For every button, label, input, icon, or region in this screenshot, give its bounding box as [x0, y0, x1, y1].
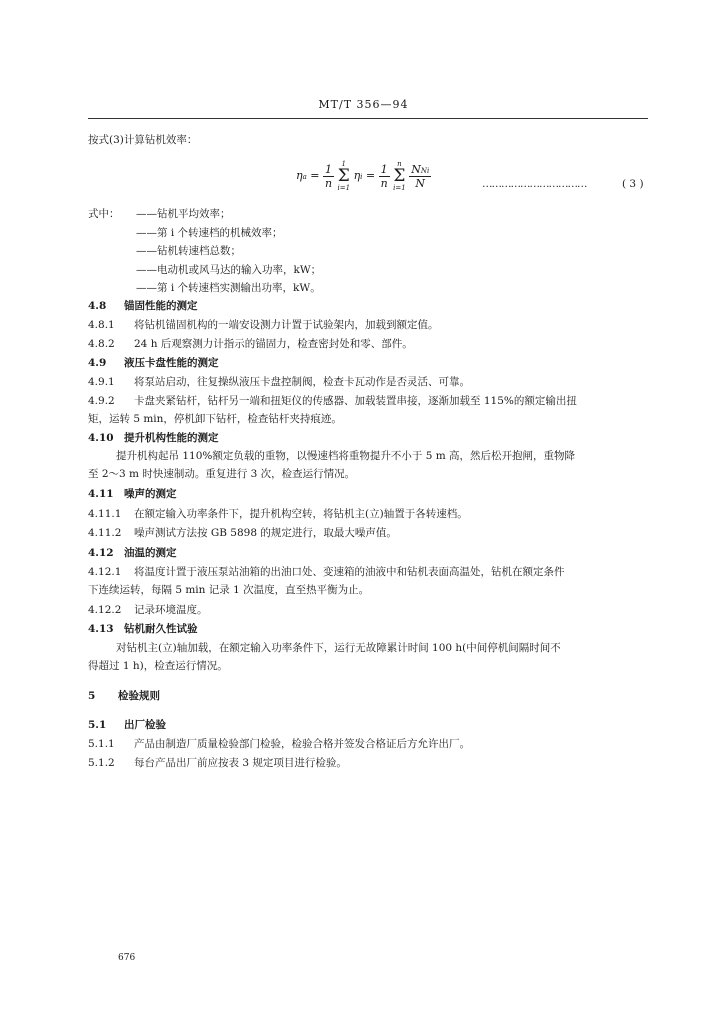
section-text: 每台产品出厂前应按表 3 规定项目进行检验。 [134, 757, 347, 769]
section-paragraph-line [88, 604, 208, 617]
sum2-top: n [397, 160, 402, 168]
where-description: ——钻机转速档总数； [136, 245, 241, 257]
frac3-num: N [411, 162, 421, 176]
formula-term1-sub: i [360, 173, 363, 181]
section-paragraph-line [88, 319, 439, 332]
section-number: 4.11 [88, 488, 114, 500]
section-paragraph-line [88, 413, 342, 426]
section-heading [88, 357, 219, 370]
where-description: ——电动机或风马达的输入功率，kW； [136, 263, 322, 276]
where-intro: 式中： [88, 208, 120, 220]
section-heading [88, 432, 219, 445]
formula-lhs-sub: a [302, 173, 307, 181]
frac1-den: n [324, 176, 333, 190]
section-text: 24 h 后观察测力计指示的锚固力，检查密封处和零、部件。 [134, 338, 413, 350]
section-paragraph-line [88, 660, 228, 673]
section-number: 4.8.1 [88, 319, 115, 331]
section-number: 4.9 [88, 357, 107, 369]
section-text: 噪声测试方法按 GB 5898 的规定进行，取最大噪声值。 [134, 527, 397, 539]
section-heading [88, 300, 198, 313]
formula-dots: …………………………… [482, 178, 587, 190]
section-text: 液压卡盘性能的测定 [124, 357, 219, 369]
section-number: 5.1.1 [88, 738, 115, 750]
frac3-den: N [415, 176, 425, 190]
formula-number: ( 3 ) [622, 178, 644, 190]
sum1-bot: i=1 [337, 184, 351, 192]
section-paragraph-line [88, 757, 347, 770]
section-number: 4.12 [88, 547, 114, 559]
section-text: 噪声的测定 [124, 488, 177, 500]
section-text: 将钻机锚固机构的一端安设测力计置于试验架内，加载到额定值。 [134, 319, 439, 331]
section-text: 钻机耐久性试验 [124, 623, 198, 635]
section-paragraph-line [88, 376, 470, 389]
section-text: 矩，运转 5 min，停机卸下钻杆，检查钻杆夹持痕迹。 [88, 413, 342, 425]
formula-equation [296, 160, 431, 192]
formula-sum1 [338, 160, 351, 192]
section-heading [88, 690, 160, 703]
section-paragraph-line [88, 395, 577, 408]
section-number: 4.9.1 [88, 376, 115, 388]
standard-code-header: MT/T 356—94 [318, 98, 409, 111]
section-number: 5.1 [88, 719, 107, 731]
section-text: 检验规则 [118, 690, 160, 702]
section-number: 4.12.1 [88, 566, 122, 578]
frac2-den: n [380, 176, 388, 190]
section-text: 锚固性能的测定 [124, 300, 198, 312]
sum2-sigma-icon: Σ [393, 166, 406, 186]
formula-frac2 [379, 163, 390, 190]
frac1-num: 1 [325, 162, 332, 176]
sum2-bot: i=1 [393, 184, 406, 192]
section-text: 记录环境温度。 [134, 604, 208, 616]
section-text: 提升机构起吊 110%额定负载的重物，以慢速档将重物提升不小于 5 m 高，然后松开抱闸，重物降 [116, 450, 576, 462]
section-text: 提升机构性能的测定 [124, 432, 219, 444]
section-text: 得超过 1 h)，检查运行情况。 [88, 660, 228, 672]
sum1-top: 1 [341, 160, 347, 168]
section-paragraph-line [88, 450, 575, 463]
section-text: 在额定输入功率条件下，提升机构空转，将钻机主(立)轴置于各转速档。 [134, 508, 468, 520]
section-number: 4.9.2 [88, 395, 115, 407]
section-number: 4.12.2 [88, 604, 122, 616]
section-number: 4.8 [88, 300, 107, 312]
page-number: 676 [118, 953, 136, 963]
section-text: 出厂检验 [124, 719, 166, 731]
section-text: 产品由制造厂质量检验部门检验，检验合格并签发合格证后方允许出厂。 [134, 738, 470, 750]
section-number: 4.10 [88, 432, 114, 444]
formula-eq1: = [310, 169, 320, 182]
section-paragraph-line [88, 738, 470, 751]
where-description: ——第 i 个转速档实测输出功率，kW。 [136, 282, 321, 294]
sum1-sigma-icon: Σ [337, 166, 350, 186]
formula-frac1 [323, 163, 334, 190]
section-paragraph-line [88, 584, 369, 597]
section-text: 下连续运转，每隔 5 min 记录 1 次温度，直至热平衡为止。 [88, 584, 370, 596]
section-heading [88, 623, 198, 636]
section-number: 4.8.2 [88, 338, 115, 350]
section-text: 卡盘夹紧钻杆，钻杆另一端和扭矩仪的传感器、加载装置串接，逐渐加载至 115%的额定输出扭 [134, 395, 577, 407]
section-number: 5 [88, 690, 96, 702]
formula-term1: η [353, 169, 361, 182]
formula-eq2: = [365, 169, 376, 182]
section-number: 4.11.2 [88, 527, 122, 539]
section-heading [88, 719, 166, 732]
section-paragraph-line [88, 508, 468, 521]
where-description: ——第 i 个转速档的机械效率； [136, 226, 283, 239]
section-text: 至 2～3 m 时快速制动。重复进行 3 次，检查运行情况。 [88, 468, 356, 480]
formula-sum2 [393, 160, 406, 192]
formula-intro: 按式(3)计算钻机效率： [88, 134, 198, 146]
frac3-num-sub: Ni [420, 166, 430, 175]
section-text: 对钻机主(立)轴加载，在额定输入功率条件下，运行无故障累计时间 100 h(中间停机间隔时间不 [116, 642, 561, 654]
section-paragraph-line [88, 527, 397, 540]
section-paragraph-line [88, 338, 413, 351]
section-text: 油温的测定 [124, 547, 177, 559]
section-heading [88, 488, 177, 501]
frac2-num: 1 [380, 162, 388, 176]
section-text: 将泵站启动，往复操纵液压卡盘控制阀，检查卡瓦动作是否灵活、可靠。 [134, 376, 470, 388]
section-heading [88, 547, 177, 560]
where-description: ——钻机平均效率； [136, 208, 231, 220]
section-text: 将温度计置于液压泵站油箱的出油口处、变速箱的油液中和钻机表面高温处，钻机在额定条件 [134, 566, 565, 578]
section-number: 4.11.1 [88, 508, 122, 520]
section-number: 5.1.2 [88, 757, 115, 769]
section-paragraph-line [88, 566, 565, 579]
formula-frac3 [409, 163, 431, 190]
header-rule [88, 118, 648, 119]
formula-lhs: η [296, 169, 303, 182]
section-number: 4.13 [88, 623, 114, 635]
section-paragraph-line [88, 642, 561, 655]
section-paragraph-line [88, 468, 355, 481]
